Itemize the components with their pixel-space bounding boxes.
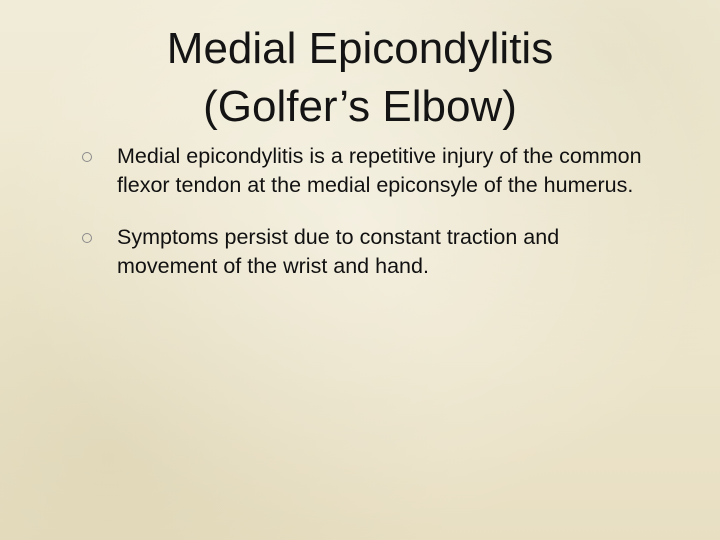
slide-title-line-1: Medial Epicondylitis	[166, 24, 554, 73]
bullet-text: Medial epicondylitis is a repetitive injury of the common flexor tendon at the medial epiconsyle of the humerus.	[117, 144, 642, 197]
hollow-circle-icon	[82, 152, 92, 162]
bullet-item	[82, 223, 642, 281]
slide-title-line-2: (Golfer’s Elbow)	[203, 82, 517, 131]
bullet-list	[82, 142, 642, 304]
bullet-item	[82, 142, 642, 200]
slide-title	[60, 20, 660, 136]
hollow-circle-icon	[82, 233, 92, 243]
bullet-text: Symptoms persist due to constant traction and movement of the wrist and hand.	[117, 225, 560, 278]
